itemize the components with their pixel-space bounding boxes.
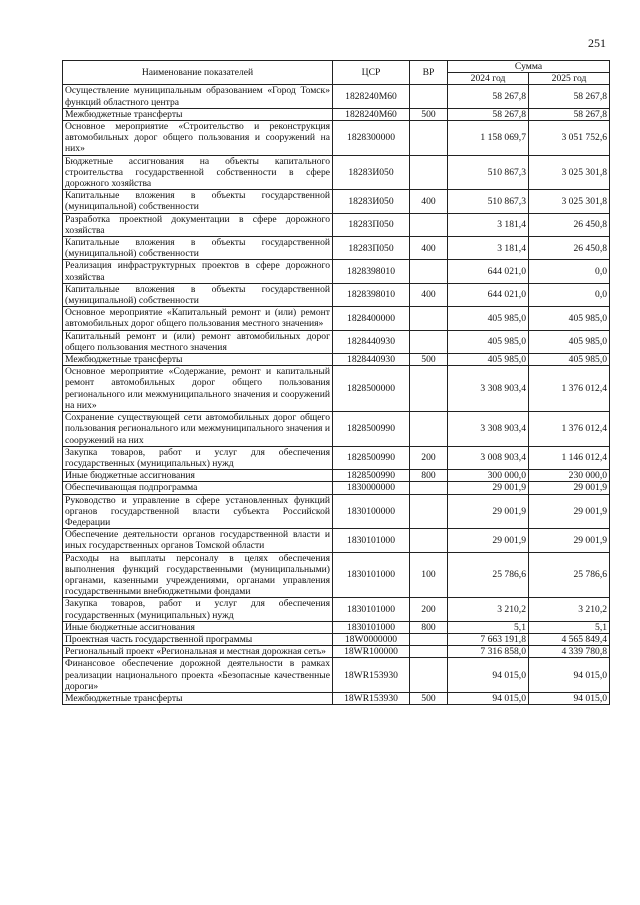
row-2024-cell: 3 181,4 (448, 213, 529, 236)
row-2025-cell: 58 267,8 (529, 108, 610, 120)
row-csr-cell: 1828300000 (333, 121, 410, 156)
row-vr-cell (410, 658, 448, 693)
row-2025-cell: 1 376 012,4 (529, 366, 610, 412)
row-2025-cell: 29 001,9 (529, 482, 610, 494)
row-vr-cell: 500 (410, 354, 448, 366)
row-name-cell: Расходы на выплаты персоналу в целях обеспечения выполнения функций государственными (муниципальными) органами, казенными учреждениями, органами управления государственными внебюджетными фондами (63, 552, 333, 598)
table-row (63, 283, 610, 306)
row-vr-cell: 400 (410, 237, 448, 260)
row-csr-cell: 1828500990 (333, 470, 410, 482)
table-row (63, 598, 610, 621)
table-row (63, 552, 610, 598)
row-2025-cell: 26 450,8 (529, 237, 610, 260)
header-vr: ВР (410, 61, 448, 85)
row-csr-cell: 18WR153930 (333, 692, 410, 704)
row-csr-cell: 1828240М60 (333, 108, 410, 120)
row-csr-cell: 1830100000 (333, 494, 410, 529)
table-row (63, 412, 610, 447)
header-csr: ЦСР (333, 61, 410, 85)
row-vr-cell: 200 (410, 598, 448, 621)
row-2025-cell: 26 450,8 (529, 213, 610, 236)
row-vr-cell (410, 482, 448, 494)
row-2024-cell: 3 008 903,4 (448, 446, 529, 469)
row-csr-cell: 18W0000000 (333, 633, 410, 645)
row-name-cell: Основное мероприятие «Содержание, ремонт и капитальный ремонт автомобильных дорог общего пользования регионального или межмуниципального значения и сооружений на них» (63, 366, 333, 412)
table-row (63, 494, 610, 529)
table-row (63, 633, 610, 645)
row-vr-cell (410, 85, 448, 108)
row-vr-cell: 400 (410, 283, 448, 306)
row-csr-cell: 1830000000 (333, 482, 410, 494)
row-2024-cell: 58 267,8 (448, 108, 529, 120)
table-row (63, 155, 610, 190)
table-row (63, 213, 610, 236)
table-row (63, 446, 610, 469)
table-row (63, 121, 610, 156)
row-csr-cell: 1830101000 (333, 621, 410, 633)
row-2025-cell: 405 985,0 (529, 330, 610, 353)
row-vr-cell (410, 121, 448, 156)
table-row (63, 108, 610, 120)
header-year-2024: 2024 год (448, 73, 529, 85)
header-year-2025: 2025 год (529, 73, 610, 85)
row-name-cell: Закупка товаров, работ и услуг для обеспечения государственных (муниципальных) нужд (63, 446, 333, 469)
row-name-cell: Разработка проектной документации в сфере дорожного хозяйства (63, 213, 333, 236)
row-csr-cell: 18283П050 (333, 213, 410, 236)
row-vr-cell (410, 260, 448, 283)
table-row (63, 190, 610, 213)
row-name-cell: Руководство и управление в сфере установленных функций органов государственной власти субъекта Российской Федерации (63, 494, 333, 529)
row-2024-cell: 58 267,8 (448, 85, 529, 108)
row-2024-cell: 405 985,0 (448, 354, 529, 366)
table-row (63, 237, 610, 260)
row-2024-cell: 3 181,4 (448, 237, 529, 260)
row-2025-cell: 29 001,9 (529, 529, 610, 552)
row-csr-cell: 1828400000 (333, 307, 410, 330)
row-csr-cell: 18WR100000 (333, 646, 410, 658)
row-csr-cell: 18283И050 (333, 190, 410, 213)
row-2025-cell: 0,0 (529, 283, 610, 306)
row-2024-cell: 300 000,0 (448, 470, 529, 482)
row-2025-cell: 405 985,0 (529, 307, 610, 330)
row-vr-cell (410, 633, 448, 645)
row-name-cell: Капитальные вложения в объекты государственной (муниципальной) собственности (63, 283, 333, 306)
row-name-cell: Обеспечение деятельности органов государственной власти и иных государственных органов Томской области (63, 529, 333, 552)
row-name-cell: Закупка товаров, работ и услуг для обеспечения государственных (муниципальных) нужд (63, 598, 333, 621)
table-row (63, 307, 610, 330)
row-2024-cell: 510 867,3 (448, 155, 529, 190)
row-2025-cell: 4 565 849,4 (529, 633, 610, 645)
row-csr-cell: 1828500990 (333, 446, 410, 469)
table-row (63, 260, 610, 283)
table-row (63, 482, 610, 494)
row-name-cell: Межбюджетные трансферты (63, 108, 333, 120)
row-2025-cell: 3 210,2 (529, 598, 610, 621)
row-2024-cell: 1 158 069,7 (448, 121, 529, 156)
row-csr-cell: 1828398010 (333, 260, 410, 283)
row-vr-cell (410, 494, 448, 529)
table-row (63, 470, 610, 482)
row-2024-cell: 644 021,0 (448, 283, 529, 306)
row-csr-cell: 18WR153930 (333, 658, 410, 693)
row-2024-cell: 29 001,9 (448, 482, 529, 494)
row-name-cell: Реализация инфраструктурных проектов в сфере дорожного хозяйства (63, 260, 333, 283)
row-2024-cell: 3 308 903,4 (448, 412, 529, 447)
row-vr-cell (410, 366, 448, 412)
budget-table (62, 60, 610, 705)
row-2024-cell: 94 015,0 (448, 692, 529, 704)
header-name: Наименование показателей (63, 61, 333, 85)
row-name-cell: Межбюджетные трансферты (63, 692, 333, 704)
table-row (63, 85, 610, 108)
row-2024-cell: 25 786,6 (448, 552, 529, 598)
row-2025-cell: 3 051 752,6 (529, 121, 610, 156)
row-vr-cell (410, 529, 448, 552)
page-number: 251 (588, 36, 606, 50)
table-row (63, 621, 610, 633)
row-vr-cell (410, 155, 448, 190)
row-name-cell: Капитальные вложения в объекты государственной (муниципальной) собственности (63, 237, 333, 260)
row-vr-cell: 400 (410, 190, 448, 213)
row-2024-cell: 5,1 (448, 621, 529, 633)
row-2025-cell: 29 001,9 (529, 494, 610, 529)
row-vr-cell: 500 (410, 692, 448, 704)
row-2024-cell: 7 316 858,0 (448, 646, 529, 658)
row-name-cell: Основное мероприятие «Строительство и реконструкция автомобильных дорог общего пользования и сооружений на них» (63, 121, 333, 156)
table-row (63, 330, 610, 353)
row-2025-cell: 3 025 301,8 (529, 155, 610, 190)
row-csr-cell: 1828500000 (333, 366, 410, 412)
row-2024-cell: 405 985,0 (448, 307, 529, 330)
header-sum: Сумма (448, 61, 610, 73)
row-name-cell: Межбюджетные трансферты (63, 354, 333, 366)
table-row (63, 529, 610, 552)
row-vr-cell (410, 307, 448, 330)
row-2024-cell: 94 015,0 (448, 658, 529, 693)
row-vr-cell: 800 (410, 621, 448, 633)
row-vr-cell: 100 (410, 552, 448, 598)
row-name-cell: Капитальные вложения в объекты государственной (муниципальной) собственности (63, 190, 333, 213)
row-csr-cell: 18283И050 (333, 155, 410, 190)
row-2024-cell: 7 663 191,8 (448, 633, 529, 645)
row-name-cell: Обеспечивающая подпрограмма (63, 482, 333, 494)
row-2025-cell: 94 015,0 (529, 692, 610, 704)
row-csr-cell: 1830101000 (333, 552, 410, 598)
row-name-cell: Сохранение существующей сети автомобильных дорог общего пользования регионального или межмуниципального значения и сооружений на них (63, 412, 333, 447)
row-2024-cell: 29 001,9 (448, 494, 529, 529)
row-name-cell: Проектная часть государственной программы (63, 633, 333, 645)
row-name-cell: Капитальный ремонт и (или) ремонт автомобильных дорог общего пользования местного значения (63, 330, 333, 353)
table-row (63, 354, 610, 366)
row-2025-cell: 405 985,0 (529, 354, 610, 366)
row-csr-cell: 1830101000 (333, 529, 410, 552)
row-2025-cell: 1 146 012,4 (529, 446, 610, 469)
row-vr-cell: 800 (410, 470, 448, 482)
row-2025-cell: 4 339 780,8 (529, 646, 610, 658)
row-name-cell: Бюджетные ассигнования на объекты капитального строительства государственной собственности в сфере дорожного хозяйства (63, 155, 333, 190)
row-name-cell: Иные бюджетные ассигнования (63, 621, 333, 633)
table-row (63, 366, 610, 412)
row-2025-cell: 1 376 012,4 (529, 412, 610, 447)
row-csr-cell: 18283П050 (333, 237, 410, 260)
row-csr-cell: 1828398010 (333, 283, 410, 306)
row-2025-cell: 58 267,8 (529, 85, 610, 108)
row-2024-cell: 3 210,2 (448, 598, 529, 621)
row-2025-cell: 0,0 (529, 260, 610, 283)
row-csr-cell: 1828440930 (333, 330, 410, 353)
row-vr-cell: 500 (410, 108, 448, 120)
row-csr-cell: 1830101000 (333, 598, 410, 621)
row-name-cell: Региональный проект «Региональная и местная дорожная сеть» (63, 646, 333, 658)
row-name-cell: Осуществление муниципальным образованием «Город Томск» функций областного центра (63, 85, 333, 108)
row-csr-cell: 1828240М60 (333, 85, 410, 108)
row-vr-cell (410, 213, 448, 236)
row-csr-cell: 1828440930 (333, 354, 410, 366)
row-2025-cell: 94 015,0 (529, 658, 610, 693)
row-name-cell: Основное мероприятие «Капитальный ремонт и (или) ремонт автомобильных дорог общего пользования местного значения» (63, 307, 333, 330)
row-2025-cell: 3 025 301,8 (529, 190, 610, 213)
row-2025-cell: 25 786,6 (529, 552, 610, 598)
table-row (63, 692, 610, 704)
row-2024-cell: 3 308 903,4 (448, 366, 529, 412)
table-row (63, 658, 610, 693)
row-vr-cell (410, 330, 448, 353)
row-2024-cell: 29 001,9 (448, 529, 529, 552)
row-2024-cell: 405 985,0 (448, 330, 529, 353)
row-vr-cell (410, 646, 448, 658)
table-body (63, 85, 610, 705)
row-name-cell: Финансовое обеспечение дорожной деятельности в рамках реализации национального проекта «Безопасные качественные дороги» (63, 658, 333, 693)
row-csr-cell: 1828500990 (333, 412, 410, 447)
row-vr-cell: 200 (410, 446, 448, 469)
row-2025-cell: 230 000,0 (529, 470, 610, 482)
table-row (63, 646, 610, 658)
row-name-cell: Иные бюджетные ассигнования (63, 470, 333, 482)
row-vr-cell (410, 412, 448, 447)
row-2024-cell: 510 867,3 (448, 190, 529, 213)
row-2025-cell: 5,1 (529, 621, 610, 633)
row-2024-cell: 644 021,0 (448, 260, 529, 283)
